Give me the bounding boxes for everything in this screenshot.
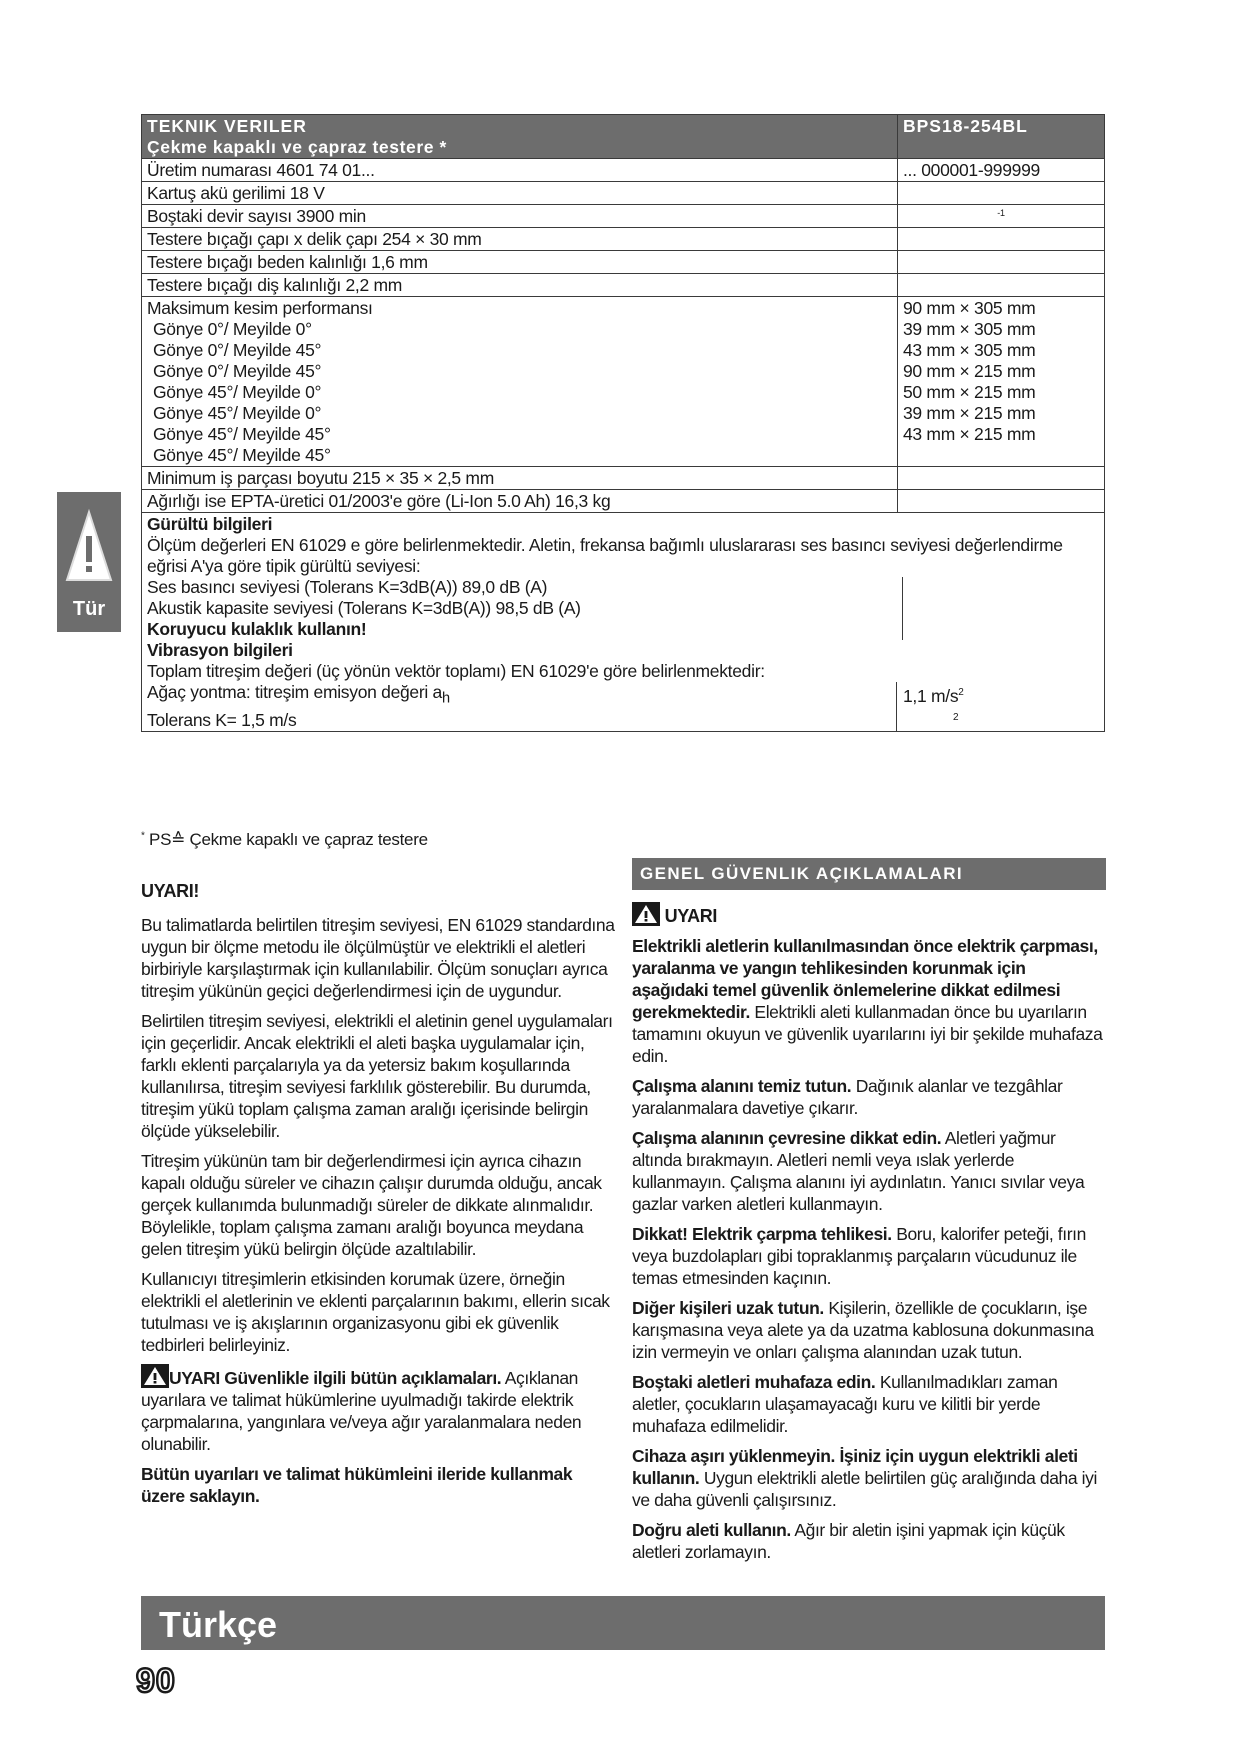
weight: Ağırlığı ise EPTA-üretici 01/2003'e göre (Li-Ion 5.0 Ah) 16,3 kg [142, 490, 898, 513]
ear-protection-note: Koruyucu kulaklık kullanın! [147, 619, 367, 639]
table-row-value [898, 274, 1105, 297]
technical-data-table [141, 114, 1105, 732]
page-number: 90 [136, 1662, 176, 1700]
warning-heading: UYARI! [141, 881, 199, 901]
cut-performance-values [898, 297, 1105, 467]
cut-row-value: 43 mm × 305 mm [903, 340, 1036, 360]
left-column [141, 880, 619, 1515]
safety-item: Doğru aleti kullanın. Ağır bir aletin işini yapmak için küçük aletleri zorlamayın. [632, 1520, 1065, 1562]
cut-row-label: Gönye 45°/ Meyilde 0° [153, 403, 322, 423]
cut-row-label: Gönye 45°/ Meyilde 0° [153, 382, 322, 402]
table-row-label: Kartuş akü gerilimi 18 V [142, 182, 898, 205]
production-number-label: Üretim numarası 4601 74 01... [142, 159, 898, 182]
safety-item: Diğer kişileri uzak tutun. Kişilerin, özellikle de çocukların, işe karışmasına veya alete ya da uzatma kablosuna dokunmasına izin vermeyin ve onları çalışma alanından uzak tutun. [632, 1298, 1094, 1362]
save-instructions-note: Bütün uyarıları ve talimat hükümleini ileride kullanmak üzere saklayın. [141, 1464, 573, 1506]
table-row-label: Testere bıçağı beden kalınlığı 1,6 mm [142, 251, 898, 274]
table-row-label: Boştaki devir sayısı 3900 min [142, 205, 898, 228]
language-footer-bar [141, 1596, 1105, 1650]
paragraph: Bu talimatlarda belirtilen titreşim seviyesi, EN 61029 standardına uygun bir ölçme metodu ile ölçülmüştür ve elektrikli el aletleri birbiriyle karşılaştırmak için kullanılabilir. Ölçüm sonuçları ayrıca titreşim yükünün geçici değerlendirmesi için de uygundur. [141, 915, 615, 1001]
noise-value-column [902, 577, 1099, 640]
cut-row-label: Gönye 0°/ Meyilde 45° [153, 361, 322, 381]
table-model: BPS18-254BL [898, 115, 1105, 159]
table-subtitle: Çekme kapaklı ve çapraz testere * [147, 137, 447, 157]
vibration-text: Toplam titreşim değeri (üç yönün vektör toplamı) EN 61029'e göre belirlenmektedir: [147, 661, 765, 681]
language-side-tab [57, 492, 121, 632]
min-workpiece-value [898, 467, 1105, 490]
warning-icon [632, 902, 660, 926]
paragraph: Titreşim yükünün tam bir değerlendirmesi için ayrıca cihazın kapalı olduğu süreler ve cihazın çalışır durumda olduğu, ancak gerçek kullanımda bulunmadığı süreler de dikkate alınmalıdır. Böylelikle, toplam çalışma zamanı aralığı boyunca meydana gelen titreşim yükü belirgin ölçüde azaltılabilir. [141, 1151, 602, 1259]
sound-power: Akustik kapasite seviyesi (Tolerans K=3dB(A)) 98,5 dB (A) [147, 598, 581, 618]
safety-item: Cihaza aşırı yüklenmeyin. İşiniz için uygun elektrikli aleti kullanın. Uygun elektrikli aletle belirtilen güç aralığında daha iyi ve daha güvenli çalışırsınız. [632, 1446, 1097, 1510]
cut-row-value: 43 mm × 215 mm [903, 424, 1036, 444]
cut-row-value: 90 mm × 305 mm [903, 298, 1036, 318]
tolerance-sup: 2 [953, 711, 959, 723]
cut-row-label: Gönye 0°/ Meyilde 45° [153, 340, 322, 360]
right-column [632, 858, 1106, 1571]
cut-row-label: Gönye 45°/ Meyilde 45° [153, 445, 331, 465]
safety-item: Çalışma alanının çevresine dikkat edin. Aletleri yağmur altında bırakmayın. Aletleri nemli veya ıslak yerlerde kullanmayın. Çalışma alanını iyi aydınlatın. Yanıcı sıvılar veya gazlar varken aletleri kullanmayın. [632, 1128, 1085, 1214]
cut-row-label: Gönye 45°/ Meyilde 45° [153, 424, 331, 444]
noise-values [147, 577, 1099, 640]
warning-icon [141, 1364, 169, 1388]
production-number-value: ... 000001-999999 [898, 159, 1105, 182]
cut-row-value: 39 mm × 305 mm [903, 319, 1036, 339]
warning-label-line [632, 902, 1106, 927]
table-row-value [898, 228, 1105, 251]
table-row-label: Testere bıçağı diş kalınlığı 2,2 mm [142, 274, 898, 297]
table-footnote: * PS≙ Çekme kapaklı ve çapraz testere [141, 830, 428, 849]
language-label: Türkçe [159, 1604, 278, 1645]
section-heading: GENEL GÜVENLIK AÇIKLAMALARI [632, 858, 1106, 890]
paragraph: Kullanıcıyı titreşimlerin etkisinden korumak üzere, örneğin elektrikli el aletlerinin ve eklenti parçalarının bakımı, ellerin sıcak tutulması ve iş akışlarının organizasyonu gibi ek güvenlik tedbirleri belirleyiniz. [141, 1269, 610, 1355]
vibration-values [147, 682, 1099, 731]
cut-row-value: 50 mm × 215 mm [903, 382, 1036, 402]
table-row-value [898, 182, 1105, 205]
warning-triangle-icon [63, 506, 115, 586]
vibration-tolerance: Tolerans K= 1,5 m/s [147, 709, 297, 730]
warning-label: UYARI [664, 906, 717, 926]
table-row-value: -1 [898, 205, 1105, 228]
sound-pressure: Ses basıncı seviyesi (Tolerans K=3dB(A)) 89,0 dB (A) [147, 577, 548, 597]
cut-row-value: 90 mm × 215 mm [903, 361, 1036, 381]
vibration-title: Vibrasyon bilgileri [147, 640, 293, 660]
safety-item: Dikkat! Elektrik çarpma tehlikesi. Boru, kalorifer peteği, fırın veya buzdolapları gibi topraklanmış parçaların vücudunuz ile temas etmesinden kaçının. [632, 1224, 1086, 1288]
paragraph: Belirtilen titreşim seviyesi, elektrikli el aletinin genel uygulamaları için geçerlidir. Ancak elektrikli el aleti başka uygulamalar için, farklı eklenti parçalarıyla ya da yetersiz bakım koşullarında kullanılırsa, titreşim seviyesi farklılık gösterebilir. Bu durumda, titreşim yükü toplam çalışma zaman aralığı içerisinde belirgin ölçüde yükselebilir. [141, 1011, 613, 1141]
vibration-value-column [896, 682, 1099, 731]
cut-row-label: Gönye 0°/ Meyilde 0° [153, 319, 312, 339]
safety-item: Boştaki aletleri muhafaza edin. Kullanılmadıkları zaman aletler, çocukların ulaşamayacağı kuru ve kilitli bir yerde muhafaza edilmelidir. [632, 1372, 1058, 1436]
noise-title: Gürültü bilgileri [147, 514, 273, 534]
side-tab-label: Tür [72, 598, 106, 620]
noise-text: Ölçüm değerleri EN 61029 e göre belirlenmektedir. Aletin, frekansa bağımlı uluslararası ses basıncı seviyesi değerlendirme eğrisi A'ya göre tipik gürültü seviyesi: [147, 535, 1063, 576]
cut-row-value: 39 mm × 215 mm [903, 403, 1036, 423]
min-workpiece: Minimum iş parçası boyutu 215 × 35 × 2,5 mm [142, 467, 898, 490]
cut-performance-labels [142, 297, 898, 467]
table-title: TEKNIK VERILER [147, 116, 307, 136]
wood-vibration-label: Ağaç yontma: titreşim emisyon değeri $a_h$ [147, 682, 450, 707]
noise-vibration-block [142, 513, 1105, 732]
safety-item: Çalışma alanını temiz tutun. Dağınık alanlar ve tezgâhlar yaralanmalara davetiye çıkarır. [632, 1076, 1063, 1118]
table-row-value [898, 251, 1105, 274]
table-row-label: Testere bıçağı çapı x delik çapı 254 × 30 mm [142, 228, 898, 251]
safety-warning-paragraph: UYARI Güvenlikle ilgili bütün açıklamaları. Açıklanan uyarılara ve talimat hükümlerine uyulmadığı takirde elektrik çarpmalarına, yangınlara ve/veya ağır yaralanmalara neden olunabilir. [141, 1364, 619, 1455]
cut-performance-title: Maksimum kesim performansı [147, 298, 373, 318]
wood-vibration-value: 1,1 $m/s^2$ [903, 685, 964, 706]
safety-intro: Elektrikli aletlerin kullanılmasından önce elektrik çarpması, yaralanma ve yangın tehlikesinden korunmak için aşağıdaki temel güvenlik önlemelerine dikkat edilmesi gerekmektedir. Elektrikli aleti kullanmadan önce bu uyarıların tamamını okuyun ve güvenlik uyarılarını iyi bir şekilde muhafaza edin. [632, 936, 1103, 1066]
weight-value [898, 490, 1105, 513]
table-header-title [142, 115, 898, 159]
